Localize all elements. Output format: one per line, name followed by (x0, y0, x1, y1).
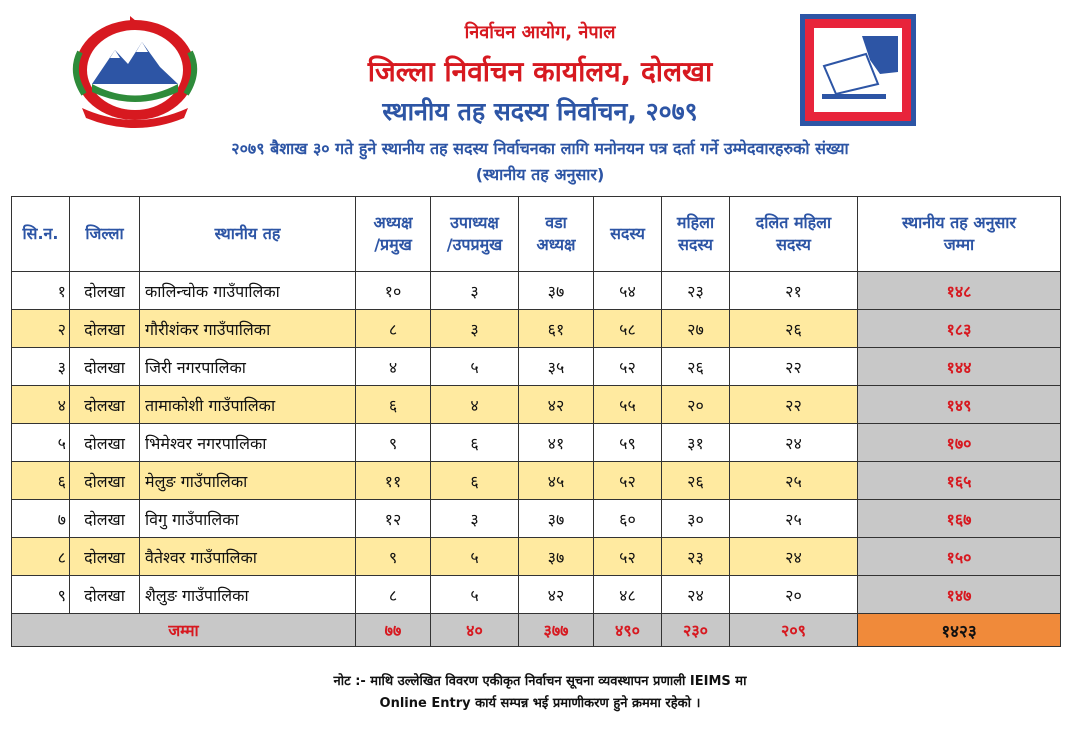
header-district: जिल्ला (70, 197, 140, 272)
table-row (12, 500, 1061, 538)
cell-sn: ८ (12, 538, 70, 576)
table-row (12, 272, 1061, 310)
cell-ward: ३७ (519, 272, 594, 310)
header-chair-line1: अध्यक्ष (373, 213, 413, 233)
cell-ward: ४१ (519, 424, 594, 462)
cell-ward: ३७ (519, 538, 594, 576)
cell-vice: ३ (431, 500, 519, 538)
cell-sn: ३ (12, 348, 70, 386)
cell-district: दोलखा (70, 500, 140, 538)
totals-row (12, 614, 1061, 647)
header-female-line2: सदस्य (678, 235, 713, 254)
header-chair-line2: /प्रमुख (374, 235, 412, 254)
cell-ward: ३७ (519, 500, 594, 538)
header-ward-line2: अध्यक्ष (536, 235, 576, 254)
candidates-table (11, 196, 1061, 647)
note-line-1: नोट :- माथि उल्लेखित विवरण एकीकृत निर्वाचन सूचना व्यवस्थापन प्रणाली IEIMS मा (333, 674, 747, 689)
cell-total: १४८ (858, 272, 1061, 310)
header-dalit-line1: दलित महिला (755, 213, 832, 233)
cell-member: ५२ (594, 348, 662, 386)
cell-female: २० (662, 386, 730, 424)
header-local-level: स्थानीय तह (140, 197, 356, 272)
cell-district: दोलखा (70, 348, 140, 386)
cell-sn: ९ (12, 576, 70, 614)
cell-chair: ८ (356, 310, 431, 348)
header-sn: सि.न. (12, 197, 70, 272)
cell-chair: १० (356, 272, 431, 310)
cell-female: २४ (662, 576, 730, 614)
cell-dalit: २२ (730, 348, 858, 386)
header-total-line2: जम्मा (943, 235, 975, 254)
cell-female: २६ (662, 462, 730, 500)
cell-local-level: विगु गाउँपालिका (140, 500, 356, 538)
cell-sn: ७ (12, 500, 70, 538)
cell-female: ३० (662, 500, 730, 538)
cell-chair: ६ (356, 386, 431, 424)
cell-vice: ६ (431, 424, 519, 462)
cell-female: २३ (662, 538, 730, 576)
total-female: २३० (662, 614, 730, 647)
cell-dalit: २६ (730, 310, 858, 348)
cell-member: ५५ (594, 386, 662, 424)
cell-chair: ९ (356, 424, 431, 462)
cell-dalit: २२ (730, 386, 858, 424)
cell-ward: ४२ (519, 576, 594, 614)
cell-sn: ४ (12, 386, 70, 424)
cell-ward: ६१ (519, 310, 594, 348)
table-row (12, 576, 1061, 614)
cell-female: २६ (662, 348, 730, 386)
cell-chair: ८ (356, 576, 431, 614)
cell-local-level: मेलुङ गाउँपालिका (140, 462, 356, 500)
cell-member: ५२ (594, 538, 662, 576)
header-ward (519, 197, 594, 272)
header-female-line1: महिला (676, 213, 715, 233)
cell-total: १६५ (858, 462, 1061, 500)
election-title: स्थानीय तह सदस्य निर्वाचन, २०७९ (382, 97, 698, 126)
cell-sn: १ (12, 272, 70, 310)
cell-dalit: २४ (730, 538, 858, 576)
commission-title: निर्वाचन आयोग, नेपाल (464, 22, 616, 43)
cell-member: ५८ (594, 310, 662, 348)
header-dalit-line2: सदस्य (776, 235, 811, 254)
cell-local-level: वैतेश्वर गाउँपालिका (140, 538, 356, 576)
table-row (12, 348, 1061, 386)
cell-chair: ११ (356, 462, 431, 500)
cell-vice: ३ (431, 310, 519, 348)
table-row (12, 424, 1061, 462)
table-row (12, 310, 1061, 348)
cell-total: १७० (858, 424, 1061, 462)
total-dalit: २०९ (730, 614, 858, 647)
table-subtitle-2: (स्थानीय तह अनुसार) (475, 165, 605, 184)
cell-female: ३१ (662, 424, 730, 462)
cell-local-level: भिमेश्वर नगरपालिका (140, 424, 356, 462)
cell-district: दोलखा (70, 310, 140, 348)
cell-district: दोलखा (70, 576, 140, 614)
cell-total: १५० (858, 538, 1061, 576)
cell-sn: ५ (12, 424, 70, 462)
cell-local-level: शैलुङ गाउँपालिका (140, 576, 356, 614)
header-vice-line1: उपाध्यक्ष (450, 213, 499, 233)
table-row (12, 462, 1061, 500)
total-chair: ७७ (356, 614, 431, 647)
cell-dalit: २४ (730, 424, 858, 462)
cell-member: ५२ (594, 462, 662, 500)
header-female (662, 197, 730, 272)
note-line-2: Online Entry कार्य सम्पन्न भई प्रमाणीकरण हुने क्रममा रहेको । (379, 696, 701, 711)
cell-vice: ३ (431, 272, 519, 310)
header-vice-line2: /उपप्रमुख (446, 235, 503, 254)
cell-local-level: गौरीशंकर गाउँपालिका (140, 310, 356, 348)
cell-vice: ५ (431, 576, 519, 614)
cell-ward: ३५ (519, 348, 594, 386)
cell-sn: २ (12, 310, 70, 348)
cell-local-level: जिरी नगरपालिका (140, 348, 356, 386)
cell-female: २७ (662, 310, 730, 348)
totals-label: जम्मा (12, 614, 356, 647)
table-row (12, 538, 1061, 576)
cell-vice: ५ (431, 538, 519, 576)
cell-vice: ५ (431, 348, 519, 386)
total-ward: ३७७ (519, 614, 594, 647)
cell-total: १४७ (858, 576, 1061, 614)
office-title: जिल्ला निर्वाचन कार्यालय, दोलखा (367, 55, 713, 88)
cell-vice: ४ (431, 386, 519, 424)
header-member: सदस्य (594, 197, 662, 272)
total-member: ४९० (594, 614, 662, 647)
header-chair (356, 197, 431, 272)
cell-dalit: २५ (730, 462, 858, 500)
cell-member: ६० (594, 500, 662, 538)
cell-total: १४४ (858, 348, 1061, 386)
cell-district: दोलखा (70, 424, 140, 462)
cell-member: ५४ (594, 272, 662, 310)
document-header (0, 0, 1080, 192)
grand-total: १४२३ (858, 614, 1061, 647)
cell-district: दोलखा (70, 386, 140, 424)
cell-ward: ४५ (519, 462, 594, 500)
header-ward-line1: वडा (545, 213, 567, 233)
total-vice: ४० (431, 614, 519, 647)
header-total-line1: स्थानीय तह अनुसार (902, 213, 1016, 233)
cell-district: दोलखा (70, 538, 140, 576)
cell-sn: ६ (12, 462, 70, 500)
cell-member: ५९ (594, 424, 662, 462)
cell-vice: ६ (431, 462, 519, 500)
cell-chair: ४ (356, 348, 431, 386)
cell-local-level: कालिन्चोक गाउँपालिका (140, 272, 356, 310)
cell-dalit: २० (730, 576, 858, 614)
cell-chair: १२ (356, 500, 431, 538)
table-header-row (12, 197, 1061, 272)
cell-ward: ४२ (519, 386, 594, 424)
cell-chair: ९ (356, 538, 431, 576)
table-subtitle: २०७९ बैशाख ३० गते हुने स्थानीय तह सदस्य निर्वाचनका लागि मनोनयन पत्र दर्ता गर्ने उम्मेदवारहरुको संख्या (231, 139, 849, 158)
header-vice (431, 197, 519, 272)
cell-dalit: २१ (730, 272, 858, 310)
cell-member: ४८ (594, 576, 662, 614)
header-dalit (730, 197, 858, 272)
header-total (858, 197, 1061, 272)
cell-dalit: २५ (730, 500, 858, 538)
cell-local-level: तामाकोशी गाउँपालिका (140, 386, 356, 424)
cell-total: १८३ (858, 310, 1061, 348)
table-row (12, 386, 1061, 424)
cell-female: २३ (662, 272, 730, 310)
cell-district: दोलखा (70, 462, 140, 500)
cell-total: १४९ (858, 386, 1061, 424)
cell-district: दोलखा (70, 272, 140, 310)
cell-total: १६७ (858, 500, 1061, 538)
